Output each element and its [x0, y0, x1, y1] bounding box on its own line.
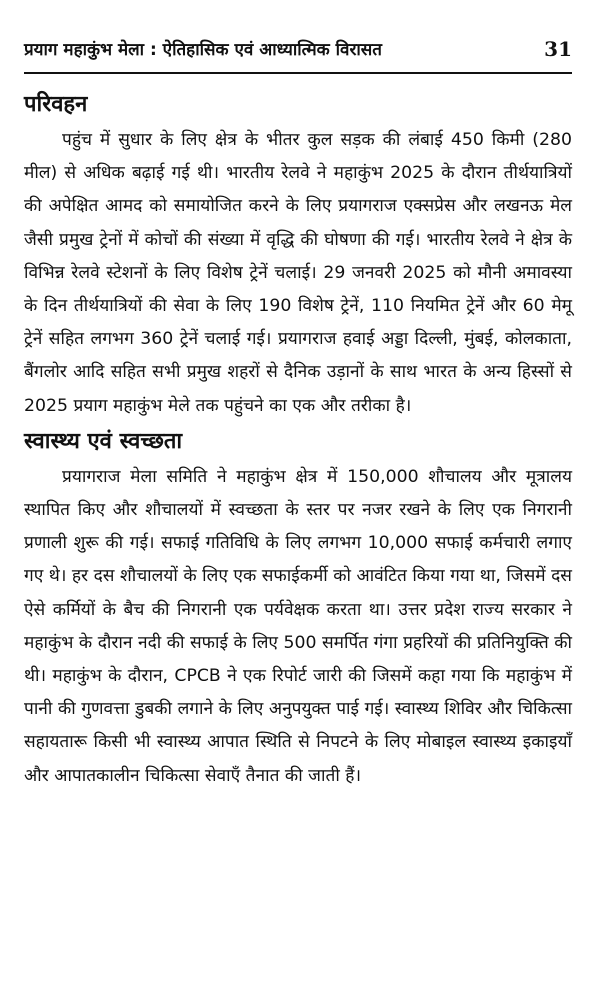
section-heading-health-sanitation: स्वास्थ्य एवं स्वच्छता	[24, 428, 183, 454]
paragraph-transport: पहुंच में सुधार के लिए क्षेत्र के भीतर कुल सड़क की लंबाई 450 किमी (280 मील) से अधिक बढ़ाई गई थी। भारतीय रेलवे ने महाकुंभ 2025 के दौरान तीर्थयात्रियों की अपेक्षित आमद को समायोजित करने के लिए प्रयागराज एक्सप्रेस और लखनऊ मेल जैसी प्रमुख ट्रेनों में कोचों की संख्या में वृद्धि की घोषणा की गई। भारतीय रेलवे ने क्षेत्र के विभिन्न रेलवे स्टेशनों के लिए विशेष ट्रेनें चलाई। 29 जनवरी 2025 को मौनी अमावस्या के दिन तीर्थयात्रियों की सेवा के लिए 190 विशेष ट्रेनें, 110 नियमित ट्रेनें और 60 मेमू ट्रेनें सहित लगभग 360 ट्रेनें चलाई गई। प्रयागराज हवाई अड्डा दिल्ली, मुंबई, कोलकाता, बैंगलोर आदि सहित सभी प्रमुख शहरों से दैनिक उड़ानों के साथ भारत के अन्य हिस्सों से 2025 प्रयाग महाकुंभ मेले तक पहुंचने का एक और तरीका है।	[24, 130, 572, 416]
running-header	[24, 0, 572, 74]
header-title: प्रयाग महाकुंभ मेला : ऐतिहासिक एवं आध्यात्मिक विरासत	[24, 40, 382, 60]
page-number: 31	[544, 37, 572, 61]
section-health-sanitation	[24, 425, 572, 793]
section-transport	[24, 88, 572, 423]
section-heading-transport: परिवहन	[24, 92, 88, 117]
paragraph-health-sanitation: प्रयागराज मेला समिति ने महाकुंभ क्षेत्र में 150,000 शौचालय और मूत्रालय स्थापित किए और शौचालयों में स्वच्छता के स्तर पर नजर रखने के लिए एक निगरानी प्रणाली शुरू की गई। सफाई गतिविधि के लिए लगभग 10,000 सफाई कर्मचारी लगाए गए थे। हर दस शौचालयों के लिए एक सफाईकर्मी को आवंटित किया गया था, जिसमें दस ऐसे कर्मियों के बैच की निगरानी एक पर्यवेक्षक करता था। उत्तर प्रदेश राज्य सरकार ने महाकुंभ के दौरान नदी की सफाई के लिए 500 समर्पित गंगा प्रहरियों की प्रतिनियुक्ति की थी। महाकुंभ के दौरान, CPCB ने एक रिपोर्ट जारी की जिसमें कहा गया कि महाकुंभ में पानी की गुणवत्ता डुबकी लगाने के लिए अनुपयुक्त पाई गई। स्वास्थ्य शिविर और चिकित्सा सहायतारू किसी भी स्वास्थ्य आपात स्थिति से निपटने के लिए मोबाइल स्वास्थ्य इकाइयाँ और आपातकालीन चिकित्सा सेवाएँ तैनात की जाती हैं।	[24, 466, 572, 786]
